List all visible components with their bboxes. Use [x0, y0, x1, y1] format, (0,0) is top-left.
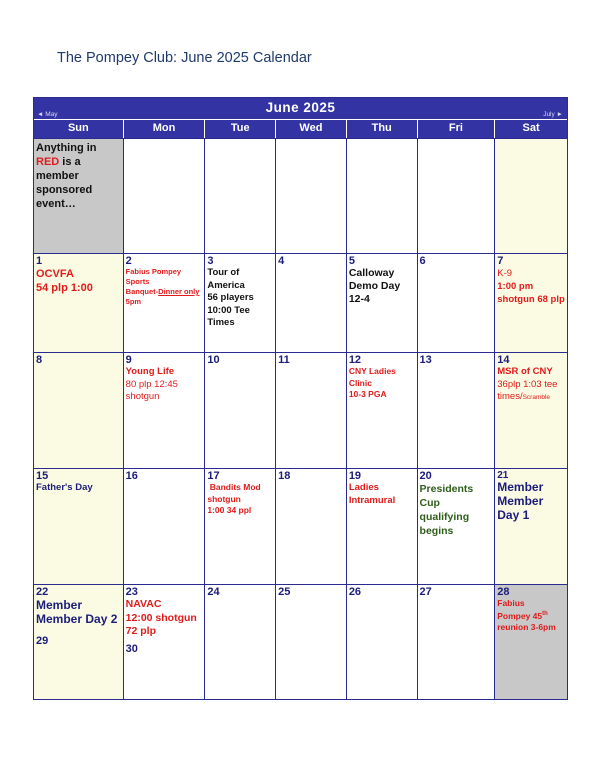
month-title: June 2025 — [265, 100, 336, 115]
day-number: 1 — [36, 255, 43, 267]
weekday-fri: Fri — [417, 120, 495, 138]
week-row — [34, 352, 567, 468]
day-cell-18[interactable] — [275, 469, 346, 584]
calendar — [33, 97, 568, 700]
day-number: 21 — [497, 470, 509, 481]
day-number: 20 — [419, 470, 432, 482]
day-number: 23 — [125, 586, 138, 598]
event-presidents-cup: Presidents Cup qualifying begins — [419, 483, 474, 537]
day-number: 6 — [419, 255, 426, 267]
day-number: 13 — [419, 354, 432, 366]
day-number: 15 — [36, 470, 49, 482]
day-cell-19[interactable] — [346, 469, 417, 584]
day-cell-8[interactable] — [34, 353, 123, 468]
notice-red-word: RED — [36, 156, 60, 168]
day-number: 24 — [207, 586, 220, 598]
day-number: 2 — [125, 255, 132, 267]
prev-month-link[interactable]: ◄ May — [37, 111, 58, 118]
week-row — [34, 138, 567, 253]
day-cell-9[interactable] — [123, 353, 205, 468]
day-number: 19 — [348, 470, 362, 482]
day-number: 10 — [207, 354, 220, 366]
event-member-day-1: Member Member Day 1 — [497, 480, 544, 522]
event-navac: NAVAC 12:00 shotgun 72 plp — [125, 598, 197, 637]
day-cell-20[interactable] — [417, 469, 495, 584]
day-number: 17 — [207, 470, 220, 482]
weekday-header — [34, 119, 567, 138]
day-cell-7[interactable] — [494, 254, 567, 352]
day-number-29[interactable]: 29 — [36, 635, 49, 647]
day-cell-6[interactable] — [417, 254, 495, 352]
week-row — [34, 468, 567, 584]
day-cell-12[interactable] — [346, 353, 417, 468]
empty-day-cell — [417, 139, 495, 253]
empty-day-cell — [204, 139, 275, 253]
day-cell-1[interactable] — [34, 254, 123, 352]
page-title: The Pompey Club: June 2025 Calendar — [57, 50, 312, 66]
event-fathers-day: Father's Day — [36, 482, 93, 493]
day-number: 22 — [36, 586, 49, 598]
day-cell-14[interactable] — [494, 353, 567, 468]
day-number: 5 — [348, 255, 355, 267]
event-sports-banquet: Fabius Pompey Sports Banquet-Dinner only 5pm — [125, 267, 200, 306]
event-fabius-pompey-reunion: Fabius Pompey 45th reunion 3-6pm — [497, 598, 556, 632]
weekday-tue: Tue — [204, 120, 275, 138]
event-ladies-intramural: Ladies Intramural — [348, 482, 396, 506]
day-number: 18 — [278, 470, 291, 482]
week-row — [34, 253, 567, 352]
day-cell-24[interactable] — [204, 585, 275, 699]
empty-day-cell — [494, 139, 567, 253]
day-number: 14 — [497, 354, 510, 366]
day-cell-25[interactable] — [275, 585, 346, 699]
month-header — [34, 98, 567, 119]
weekday-mon: Mon — [123, 120, 205, 138]
day-cell-17[interactable] — [204, 469, 275, 584]
day-cell-22[interactable] — [34, 585, 123, 699]
weekday-sun: Sun — [67, 122, 89, 134]
event-ocvfa: OCVFA 54 plp 1:00 — [36, 268, 93, 294]
event-tour-of-america: Tour of America 56 players 10:00 Tee Times — [207, 267, 254, 328]
weekday-thu: Thu — [346, 120, 417, 138]
day-cell-2[interactable] — [123, 254, 205, 352]
day-number: 26 — [348, 586, 362, 598]
empty-day-cell — [275, 139, 346, 253]
day-cell-23[interactable] — [123, 585, 205, 699]
event-bandits-mod: Bandits Mod shotgun 1:00 34 ppl — [207, 482, 261, 515]
day-cell-10[interactable] — [204, 353, 275, 468]
day-cell-3[interactable] — [204, 254, 275, 352]
notice-cell — [34, 139, 123, 253]
event-msr-of-cny: MSR of CNY 36plp 1:03 tee times/Scramble — [497, 366, 558, 402]
day-number: 3 — [207, 255, 214, 267]
day-number-30[interactable]: 30 — [125, 642, 138, 655]
day-cell-21[interactable] — [494, 469, 567, 584]
day-number: 11 — [278, 354, 290, 366]
day-number: 9 — [125, 354, 132, 366]
day-cell-13[interactable] — [417, 353, 495, 468]
day-number: 8 — [36, 354, 43, 366]
day-number: 12 — [348, 354, 362, 366]
day-number: 4 — [278, 255, 285, 267]
empty-day-cell — [346, 139, 417, 253]
next-month-link[interactable]: July ► — [543, 111, 563, 118]
event-cny-ladies-clinic: CNY Ladies Clinic 10-3 PGA — [348, 366, 396, 399]
day-cell-11[interactable] — [275, 353, 346, 468]
day-cell-26[interactable] — [346, 585, 417, 699]
day-number: 27 — [419, 586, 432, 598]
day-number: 28 — [497, 586, 510, 598]
weekday-wed: Wed — [275, 120, 346, 138]
event-calloway-demo: Calloway Demo Day 12-4 — [348, 267, 401, 305]
day-cell-15[interactable] — [34, 469, 123, 584]
notice-text: Anything in RED is a member sponsored event… — [36, 142, 97, 210]
day-number: 16 — [125, 470, 138, 482]
week-row — [34, 584, 567, 699]
weekday-sat: Sat — [494, 120, 567, 138]
day-number: 25 — [278, 586, 291, 598]
day-cell-4[interactable] — [275, 254, 346, 352]
event-young-life: Young Life 80 plp 12:45 shotgun — [125, 366, 178, 402]
empty-day-cell — [123, 139, 205, 253]
event-member-day-2: Member Member Day 2 — [36, 598, 118, 626]
day-cell-27[interactable] — [417, 585, 495, 699]
day-cell-16[interactable] — [123, 469, 205, 584]
day-cell-28[interactable] — [494, 585, 567, 699]
day-cell-5[interactable] — [346, 254, 417, 352]
event-k9: K-9 1:00 pm shotgun 68 plp — [497, 268, 565, 305]
day-number: 7 — [497, 255, 504, 267]
